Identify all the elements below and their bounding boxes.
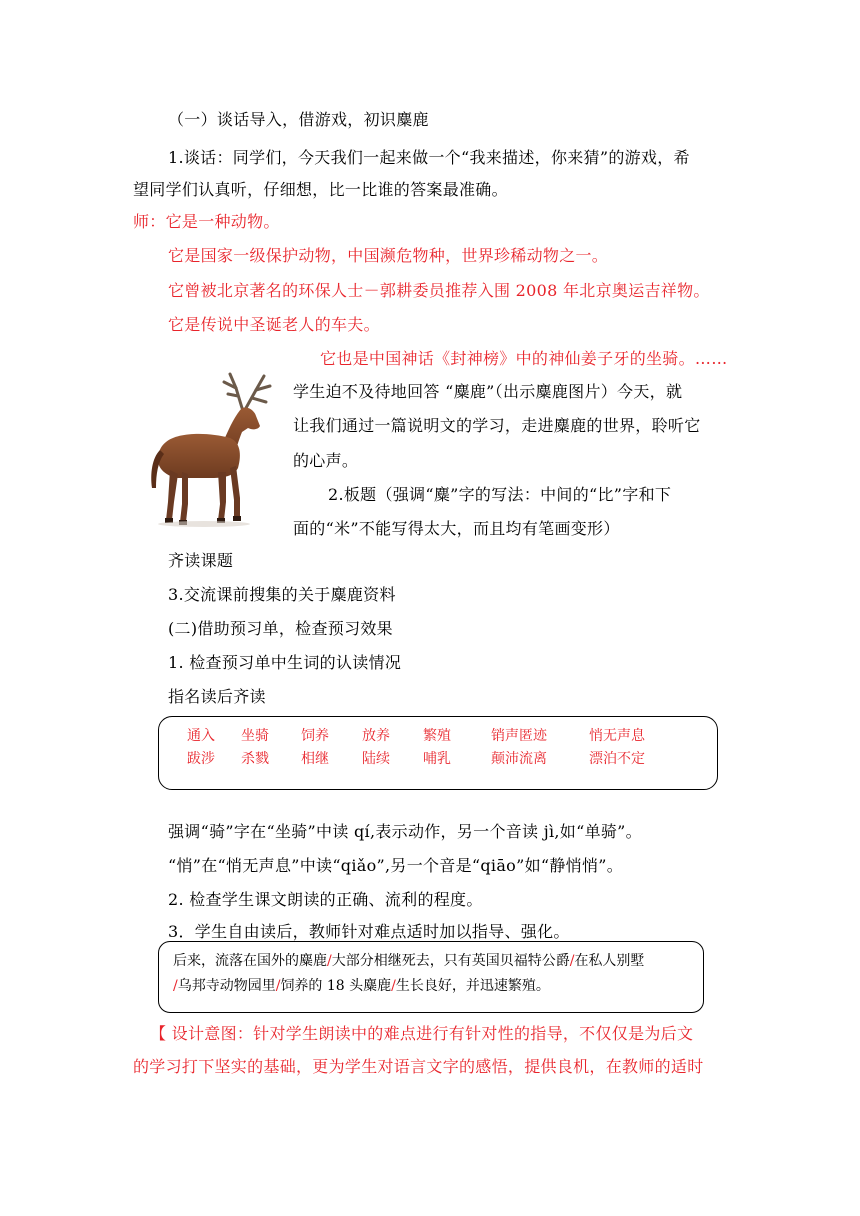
read-title: 齐读课题	[168, 551, 234, 570]
teacher-clue-2: 它是国家一级保护动物，中国濒危物种，世界珍稀动物之一。	[168, 246, 609, 265]
teacher-clue-4: 它是传说中圣诞老人的车夫。	[168, 315, 380, 334]
student-answer-line-2: 让我们通过一篇说明文的学习，走进麋鹿的世界，聆听它	[293, 416, 701, 435]
teacher-clue-1: 师：它是一种动物。	[133, 212, 280, 231]
vocab-word: 悄无声息	[589, 728, 645, 744]
check-3: 3．学生自由读后，教师针对难点适时加以指导、强化。	[168, 922, 570, 941]
vocab-word: 相继	[301, 751, 329, 767]
student-answer-line-1: 学生迫不及待地回答 “麋鹿”（出示麋鹿图片）今天，就	[293, 382, 683, 401]
passage-segment: 在私人别墅	[574, 953, 645, 969]
exchange-line: 3.交流课前搜集的关于麋鹿资料	[168, 585, 396, 604]
read-after: 指名读后齐读	[168, 687, 266, 706]
section2-title: (二)借助预习单，检查预习效果	[168, 619, 393, 638]
passage-box	[158, 941, 704, 1013]
student-answer-line-3: 的心声。	[293, 451, 359, 470]
board-line-2: 面的“米”不能写得太大，而且均有笔画变形）	[293, 519, 620, 538]
intro-line-2: 望同学们认真听，仔细想，比一比谁的答案最准确。	[133, 180, 508, 199]
vocab-word: 繁殖	[423, 728, 451, 744]
vocab-word: 杀戮	[241, 751, 269, 767]
pause-mark: /	[173, 978, 178, 994]
vocab-word: 哺乳	[423, 751, 451, 767]
passage-segment: 后来，流落在国外的麋鹿	[173, 953, 327, 969]
pause-mark: /	[327, 953, 332, 969]
vocab-word: 坐骑	[241, 728, 269, 744]
passage-segment: 生长良好，并迅速繁殖。	[395, 978, 550, 994]
pause-mark: /	[391, 978, 396, 994]
vocab-word: 饲养	[301, 728, 329, 744]
teacher-clue-3: 它曾被北京著名的环保人士－郭耕委员推荐入围 2008 年北京奥运吉祥物。	[168, 281, 710, 300]
teacher-clue-5: 它也是中国神话《封神榜》中的神仙姜子牙的坐骑。……	[320, 349, 728, 368]
board-line-1: 2.板题（强调“麋”字的写法：中间的“比”字和下	[328, 485, 672, 504]
vocab-word: 漂泊不定	[589, 751, 645, 767]
vocab-word: 陆续	[362, 751, 390, 767]
passage-segment: 饲养的 18 头麋鹿	[280, 978, 392, 994]
passage-line-2	[173, 977, 550, 995]
section1-title: （一）谈话导入，借游戏，初识麋鹿	[168, 110, 429, 129]
check-2: 2. 检查学生课文朗读的正确、流利的程度。	[168, 890, 483, 909]
pause-mark: /	[275, 978, 281, 994]
pause-mark: /	[569, 953, 575, 969]
passage-segment: 大部分相继死去，只有英国贝福特公爵	[331, 953, 570, 969]
pronunciation-line-2: “悄”在“悄无声息”中读“qiǎo”,另一个音是“qiāo”如“静悄悄”。	[168, 856, 624, 875]
vocab-word: 放养	[362, 728, 390, 744]
pronunciation-line-1: 强调“骑”字在“坐骑”中读 qí,表示动作，另一个音读 jì,如“单骑”。	[168, 822, 642, 841]
milu-deer-image	[138, 370, 284, 528]
passage-segment: 乌邦寺动物园里	[177, 978, 276, 994]
vocab-word: 销声匿迹	[491, 728, 547, 744]
passage-line-1	[173, 952, 644, 970]
check-1: 1. 检查预习单中生词的认读情况	[168, 653, 402, 672]
intro-line-1: 1.谈话：同学们，今天我们一起来做一个“我来描述，你来猜”的游戏，希	[168, 148, 690, 167]
vocab-word: 颠沛流离	[491, 751, 547, 767]
vocab-box	[158, 716, 718, 790]
design-intent-line-2: 的学习打下坚实的基础，更为学生对语言文字的感悟，提供良机，在教师的适时	[133, 1057, 704, 1076]
vocab-word: 跋涉	[187, 751, 215, 767]
vocab-word: 通入	[187, 728, 215, 744]
design-intent-line-1: 【 设计意图：针对学生朗读中的难点进行有针对性的指导，不仅仅是为后文	[150, 1024, 694, 1043]
